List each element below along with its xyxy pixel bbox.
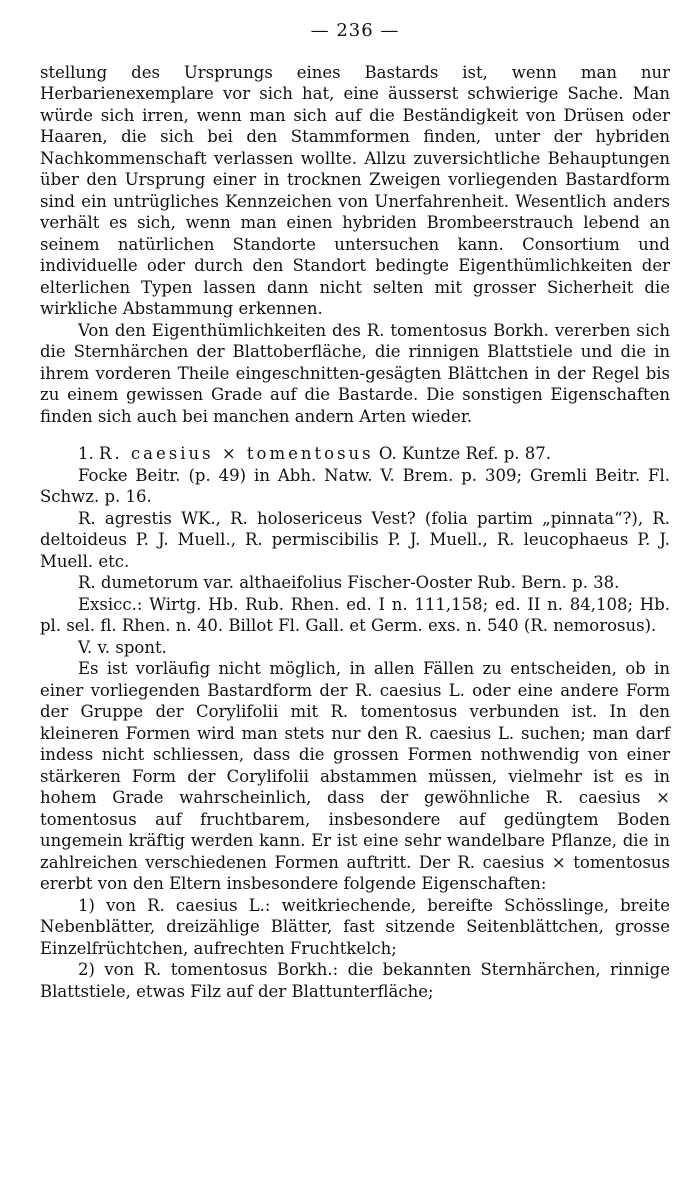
entry-variety: R. dumetorum var. althaeifolius Fischer-Ooster Rub. Bern. p. 38. (78, 573, 620, 592)
entry-reference-focke: Focke Beitr. (p. 49) in Abh. Natw. V. Brem. p. 309; Gremli Beitr. Fl. Schwz. p. 16. (40, 465, 670, 506)
entry-species-name: R. caesius × tomentosus (99, 444, 374, 463)
paragraph-discussion: Es ist vorläufig nicht möglich, in allen Fällen zu entscheiden, ob in einer vorliegenden Bastardform der R. caesius L. oder eine andere Form der Gruppe der Corylifolii mit R. tomentosus verbunden ist. In den kleineren Formen wird man stets nur den R. caesius L. suchen; man darf indess nicht schliessen, dass die grossen Formen nothwendig von einer stärkeren Form der Corylifolii abstammen müssen, vielmehr ist es in hohem Grade wahrscheinlich, dass der gewöhnliche R. caesius × tomentosus auf fruchtbarem, insbesondere auf gedüngtem Boden ungemein kräftig werden kann. Er ist eine sehr wandelbare Pflanze, die in zahlreichen verschiedenen Formen auftritt. Der R. caesius × tomentosus ererbt von den Eltern insbesondere folgende Eigenschaften: (40, 659, 670, 893)
paragraph-bastard-origin: stellung des Ursprungs eines Bastards ist, wenn man nur Herbarienexemplare vor sich hat, eine äusserst schwierige Sache. Man würde sich irren, wenn man sich auf die Beständigkeit von Drüsen oder Haaren, die sich bei den Stammformen finden, unter der hybriden Nachkommenschaft verlassen wollte. Allzu zuversichtliche Behauptungen über den Ursprung einer in trocknen Zweigen vorliegenden Bastardform sind ein untrügliches Kennzeichen von Unerfahrenheit. Wesentlich anders verhält es sich, wenn man einen hybriden Brombeerstrauch lebend an seinem natürlichen Standorte untersuchen kann. Consortium und individuelle oder durch den Standort bedingte Eigenthümlichkeiten der elterlichen Typen lassen dann nicht selten mit grosser Sicherheit die wirkliche Abstammung erkennen. (40, 62, 670, 318)
entry-author: O. Kuntze Ref. p. 87. (378, 444, 551, 463)
page-number: — 236 — (310, 20, 400, 41)
paragraph-caesius-traits: 1) von R. caesius L.: weitkriechende, bereifte Schösslinge, breite Nebenblätter, dreizählige Blätter, fast sitzende Seitenblättchen, grosse Einzelfrüchtchen, aufrechten Fruchtkelch; (40, 895, 670, 958)
paragraph-tomentosus-traits: Von den Eigenthümlichkeiten des R. tomentosus Borkh. vererben sich die Sternhärchen der Blattoberfläche, die rinnigen Blattstiele und die in ihrem vorderen Theile eingeschnitten-gesägten Blättchen in der Regel bis zu einem gewissen Grade auf die Bastarde. Die sonstigen Eigenschaften finden sich auch bei manchen andern Arten wieder. (40, 320, 670, 426)
entry-heading (40, 443, 670, 465)
entry-number: 1. (78, 444, 94, 463)
paragraph-tomentosus-inherited: 2) von R. tomentosus Borkh.: die bekannten Sternhärchen, rinnige Blattstiele, etwas Filz auf der Blattunterfläche; (40, 960, 670, 1001)
entry-synonyms: R. agrestis WK., R. holosericeus Vest? (folia partim „pinnata“?), R. deltoideus P. J. Muell., R. permiscibilis P. J. Muell., R. leucophaeus P. J. Muell. etc. (40, 508, 670, 571)
document-page (40, 20, 670, 1002)
entry-seen: V. v. spont. (78, 637, 167, 657)
entry-exsiccatae: Exsicc.: Wirtg. Hb. Rub. Rhen. ed. I n. 111,158; ed. II n. 84,108; Hb. pl. sel. fl. Rhen. n. 40. Billot Fl. Gall. et Germ. exs. n. 540 (R. nemorosus). (40, 594, 670, 635)
